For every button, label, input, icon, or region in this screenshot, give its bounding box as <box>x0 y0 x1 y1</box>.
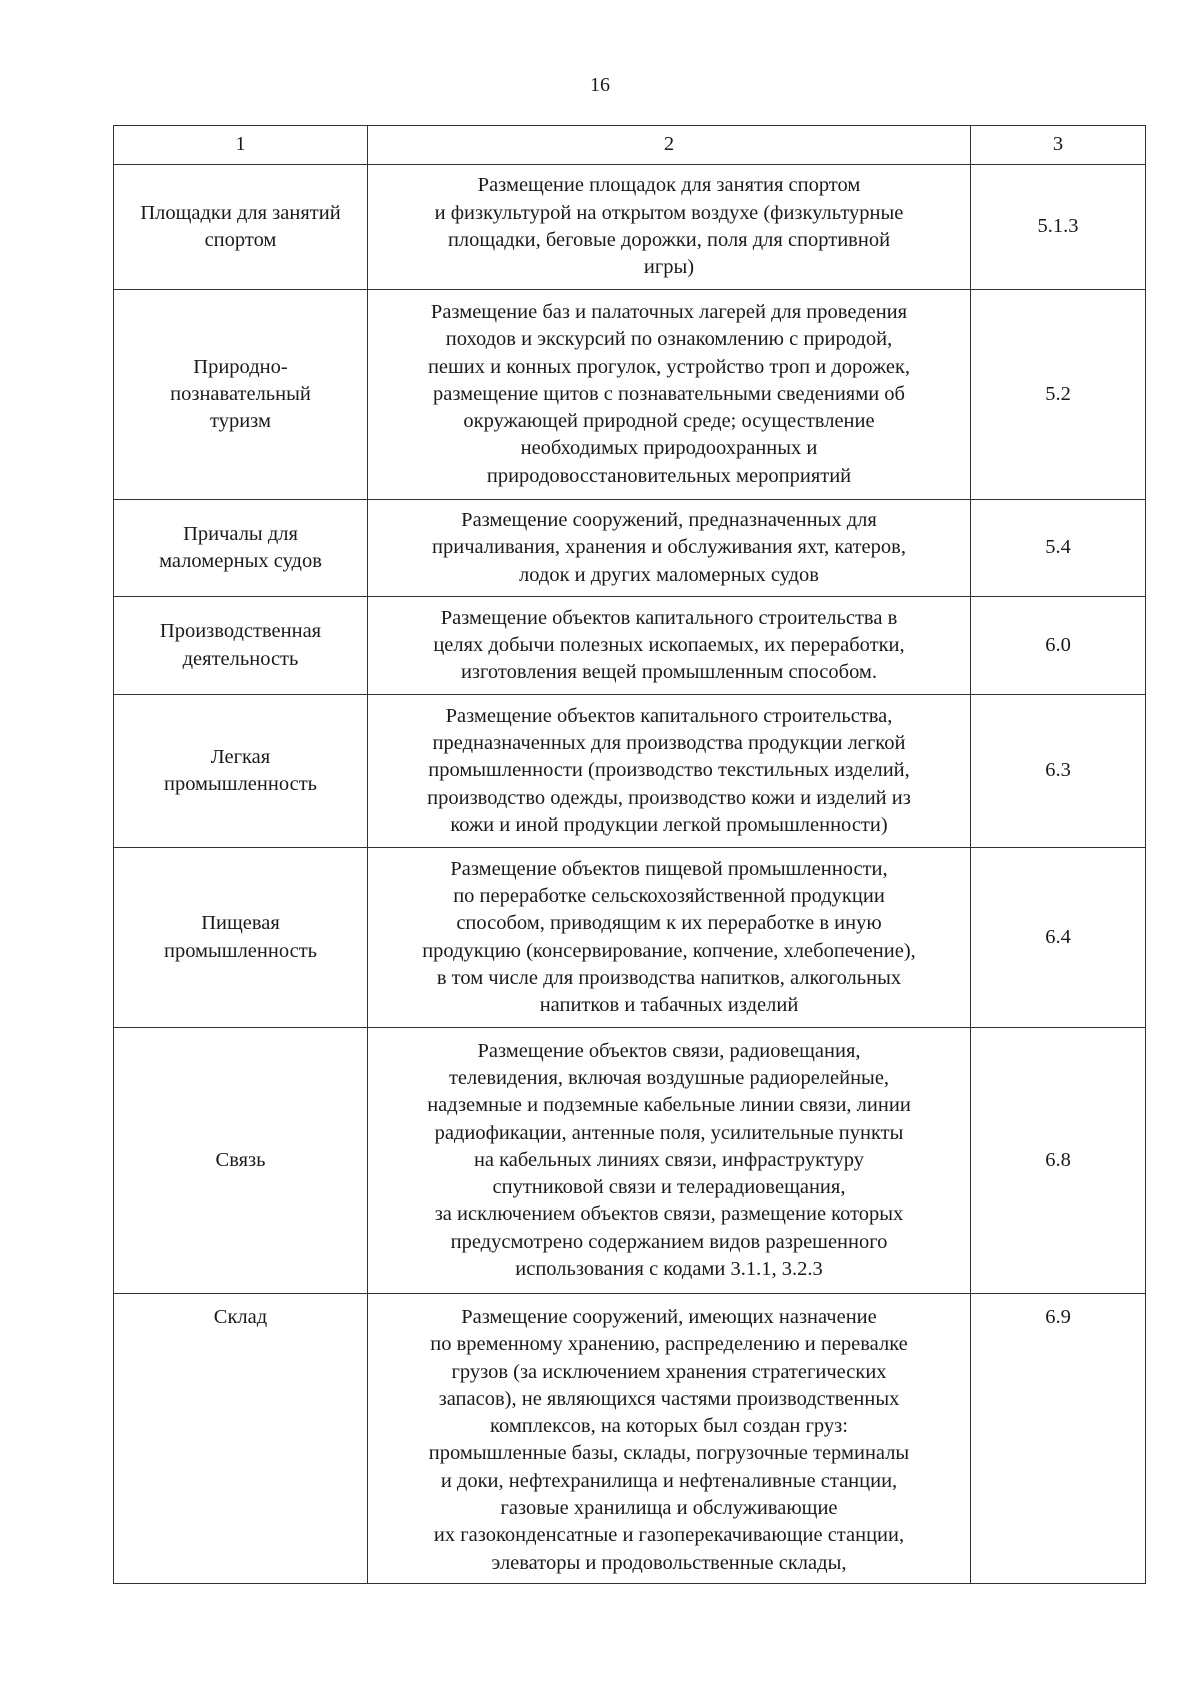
table-row <box>114 1028 1146 1294</box>
table-row <box>114 500 1146 597</box>
use-type-description: Размещение объектов капитального строительства, предназначенных для производства продукции легкой промышленности (производство текстильных изделий, производство одежды, производство кожи и изделий из кожи и иной продукции легкой промышленности) <box>368 695 971 848</box>
use-type-name: Связь <box>114 1028 368 1294</box>
use-type-code: 5.2 <box>971 290 1146 500</box>
use-type-code: 6.3 <box>971 695 1146 848</box>
use-type-description: Размещение объектов капитального строительства в целях добычи полезных ископаемых, их переработки, изготовления вещей промышленным способом. <box>368 597 971 695</box>
use-type-description: Размещение объектов пищевой промышленности, по переработке сельскохозяйственной продукции способом, приводящим к их переработке в иную продукцию (консервирование, копчение, хлебопечение), в том числе для производства напитков, алкогольных напитков и табачных изделий <box>368 848 971 1028</box>
table-row <box>114 290 1146 500</box>
land-use-table <box>113 125 1146 1584</box>
table-row <box>114 597 1146 695</box>
use-type-description: Размещение сооружений, имеющих назначение по временному хранению, распределению и перевалке грузов (за исключением хранения стратегических запасов), не являющихся частями производственных комплексов, на которых был создан груз: промышленные базы, склады, погрузочные терминалы и доки, нефтехранилища и нефтеналивные станции, газовые хранилища и обслуживающие их газоконденсатные и газоперекачивающие станции, элеваторы и продовольственные склады, <box>368 1294 971 1584</box>
use-type-description: Размещение объектов связи, радиовещания, телевидения, включая воздушные радиорелейные, надземные и подземные кабельные линии связи, линии радиофикации, антенные поля, усилительные пункты на кабельных линиях связи, инфраструктуру спутниковой связи и телерадиовещания, за исключением объектов связи, размещение которых предусмотрено содержанием видов разрешенного использования с кодами 3.1.1, 3.2.3 <box>368 1028 971 1294</box>
use-type-code: 5.1.3 <box>971 165 1146 290</box>
use-type-name: Природно- познавательный туризм <box>114 290 368 500</box>
use-type-code: 5.4 <box>971 500 1146 597</box>
use-type-code: 6.9 <box>971 1294 1146 1584</box>
table-row <box>114 165 1146 290</box>
use-type-description: Размещение сооружений, предназначенных для причаливания, хранения и обслуживания яхт, катеров, лодок и других маломерных судов <box>368 500 971 597</box>
use-type-name: Производственная деятельность <box>114 597 368 695</box>
table-row <box>114 848 1146 1028</box>
use-type-description: Размещение баз и палаточных лагерей для проведения походов и экскурсий по ознакомлению с природой, пеших и конных прогулок, устройство троп и дорожек, размещение щитов с познавательными сведениями об окружающей природной среде; осуществление необходимых природоохранных и природовосстановительных мероприятий <box>368 290 971 500</box>
use-type-name: Легкая промышленность <box>114 695 368 848</box>
column-header: 3 <box>971 126 1146 165</box>
column-header: 1 <box>114 126 368 165</box>
column-header: 2 <box>368 126 971 165</box>
use-type-description: Размещение площадок для занятия спортом и физкультурой на открытом воздухе (физкультурные площадки, беговые дорожки, поля для спортивной игры) <box>368 165 971 290</box>
table-row <box>114 1294 1146 1584</box>
table-row <box>114 695 1146 848</box>
use-type-name: Склад <box>114 1294 368 1584</box>
table-header-row <box>114 126 1146 165</box>
use-type-name: Площадки для занятий спортом <box>114 165 368 290</box>
use-type-name: Пищевая промышленность <box>114 848 368 1028</box>
use-type-code: 6.4 <box>971 848 1146 1028</box>
page-number: 16 <box>590 74 610 96</box>
use-type-code: 6.8 <box>971 1028 1146 1294</box>
use-type-name: Причалы для маломерных судов <box>114 500 368 597</box>
use-type-code: 6.0 <box>971 597 1146 695</box>
